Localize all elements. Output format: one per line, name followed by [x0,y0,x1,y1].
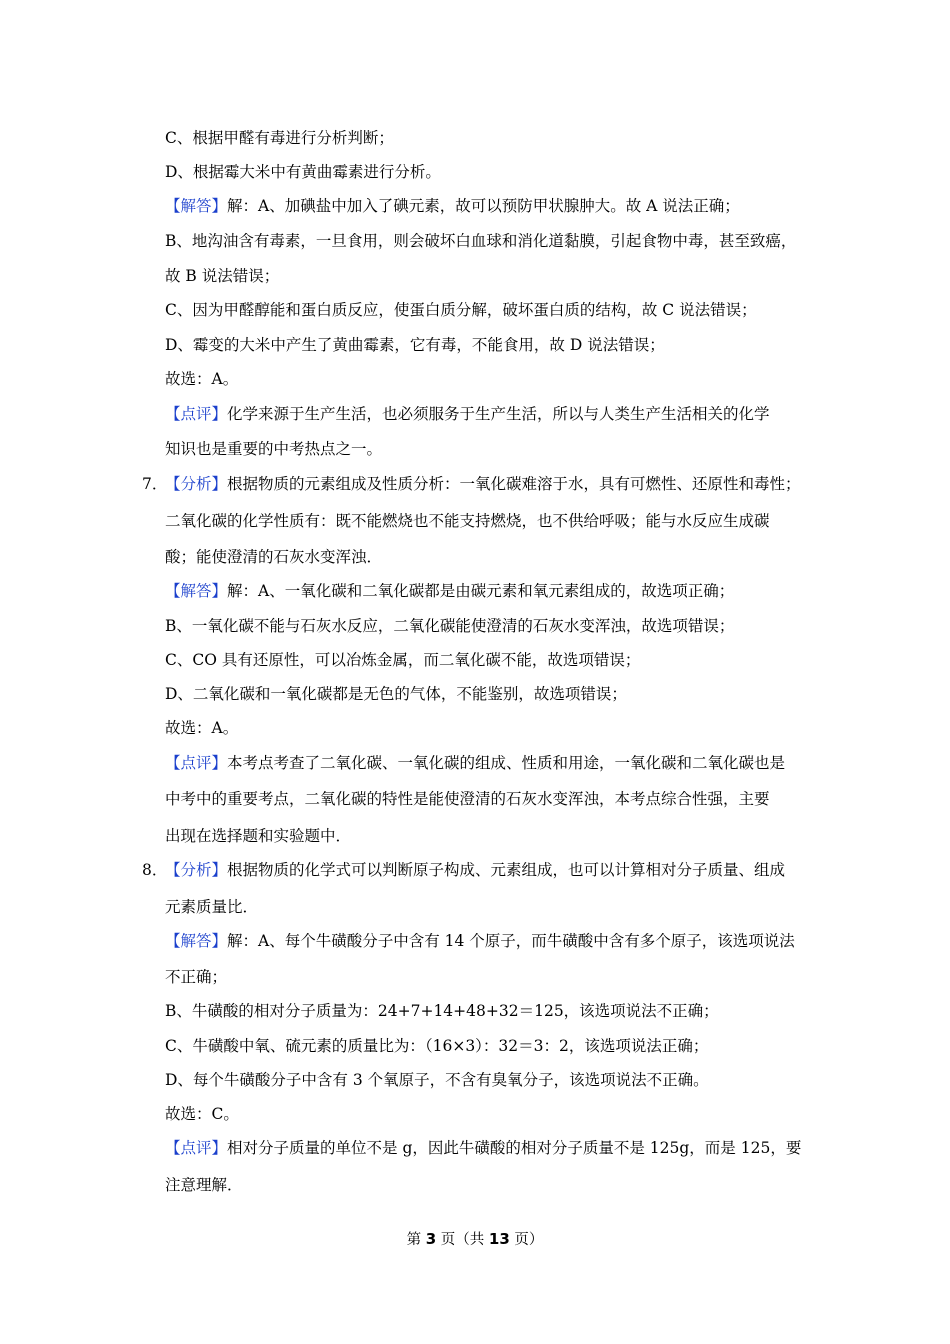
footer-total-pages: 13 [488,1230,510,1248]
analysis-tag: 【分析】 [165,475,228,493]
q7-analysis-line [165,474,815,494]
q6-comment-1: 化学来源于生产生活，也必须服务于生产生活，所以与人类生产生活相关的化学 [227,405,770,423]
footer-page-number: 3 [425,1230,437,1248]
q7-comment-1: 本考点考查了二氧化碳、一氧化碳的组成、性质和用途，一氧化碳和二氧化碳也是 [227,754,786,772]
page-footer [0,1228,950,1249]
answer-tag: 【解答】 [165,582,228,600]
q6-analysis-c: C、根据甲醛有毒进行分析判断； [165,129,394,147]
q7-answer-c: C、CO 具有还原性，可以冶炼金属，而二氧化碳不能，故选项错误； [165,651,641,669]
footer-middle: 页（共 [436,1232,489,1248]
q7-comment-2: 中考中的重要考点，二氧化碳的特性是能使澄清的石灰水变浑浊，本考点综合性强，主要 [165,790,770,808]
q6-analysis-d: D、根据霉大米中有黄曲霉素进行分析。 [165,163,441,181]
q8-comment-1: 相对分子质量的单位不是 g，因此牛磺酸的相对分子质量不是 125g，而是 125，要 [227,1139,802,1157]
q7-answer-b: B、一氧化碳不能与石灰水反应，二氧化碳能使澄清的石灰水变浑浊，故选项错误； [165,617,735,635]
q6-answer-c: C、因为甲醛醇能和蛋白质反应，使蛋白质分解，破坏蛋白质的结构，故 C 说法错误； [165,301,757,319]
q7-comment-line [165,753,815,773]
q8-answer-choice: 故选：C。 [165,1105,239,1123]
q8-answer-a2: 不正确； [165,968,228,986]
q7-analysis-1: 根据物质的元素组成及性质分析：一氧化碳难溶于水，具有可燃性、还原性和毒性； [227,475,801,493]
q6-comment-2: 知识也是重要的中考热点之一。 [165,440,383,458]
q6-answer-b2: 故 B 说法错误； [165,267,280,285]
comment-tag: 【点评】 [165,754,228,772]
q8-answer-b: B、牛磺酸的相对分子质量为：24+7+14+48+32＝125，该选项说法不正确； [165,1002,719,1020]
q6-comment-line [165,404,815,424]
q8-answer-c: C、牛磺酸中氧、硫元素的质量比为：（16×3）：32＝3：2，该选项说法正确； [165,1037,709,1055]
answer-tag: 【解答】 [165,197,228,215]
footer-suffix: 页） [509,1232,544,1248]
q8-analysis-1: 根据物质的化学式可以判断原子构成、元素组成，也可以计算相对分子质量、组成 [227,861,786,879]
q8-answer-a1: 解：A、每个牛磺酸分子中含有 14 个原子，而牛磺酸中含有多个原子，该选项说法 [227,932,795,950]
q7-comment-3: 出现在选择题和实验题中． [165,827,352,845]
q7-answer-a: 解：A、一氧化碳和二氧化碳都是由碳元素和氧元素组成的，故选项正确； [227,582,735,600]
q7-analysis-2: 二氧化碳的化学性质有：既不能燃烧也不能支持燃烧，也不供给呼吸；能与水反应生成碳 [165,512,770,530]
q7-answer-choice: 故选：A。 [165,719,239,737]
q8-answer-d: D、每个牛磺酸分子中含有 3 个氧原子，不含有臭氧分子，该选项说法不正确。 [165,1071,709,1089]
q8-comment-2: 注意理解． [165,1176,243,1194]
q6-answer-b1: B、地沟油含有毒素，一旦食用，则会破坏白血球和消化道黏膜，引起食物中毒，甚至致癌， [165,232,797,250]
q6-answer-choice: 故选：A。 [165,370,239,388]
q8-analysis-line [165,860,815,880]
footer-prefix: 第 [406,1232,426,1248]
analysis-tag: 【分析】 [165,861,228,879]
comment-tag: 【点评】 [165,1139,228,1157]
q7-answer-line [165,581,815,601]
q7-answer-d: D、二氧化碳和一氧化碳都是无色的气体，不能鉴别，故选项错误； [165,685,627,703]
q8-analysis-2: 元素质量比． [165,898,259,916]
q7-analysis-3: 酸；能使澄清的石灰水变浑浊． [165,548,383,566]
q8-answer-line [165,931,815,951]
comment-tag: 【点评】 [165,405,228,423]
q6-answer-line [165,196,815,216]
q8-number: 8． [142,861,168,879]
q8-comment-line [165,1138,815,1158]
q6-answer-d: D、霉变的大米中产生了黄曲霉素，它有毒，不能食用，故 D 说法错误； [165,336,665,354]
q6-answer-a: 解：A、加碘盐中加入了碘元素，故可以预防甲状腺肿大。故 A 说法正确； [227,197,740,215]
q7-number: 7． [142,475,168,493]
answer-tag: 【解答】 [165,932,228,950]
